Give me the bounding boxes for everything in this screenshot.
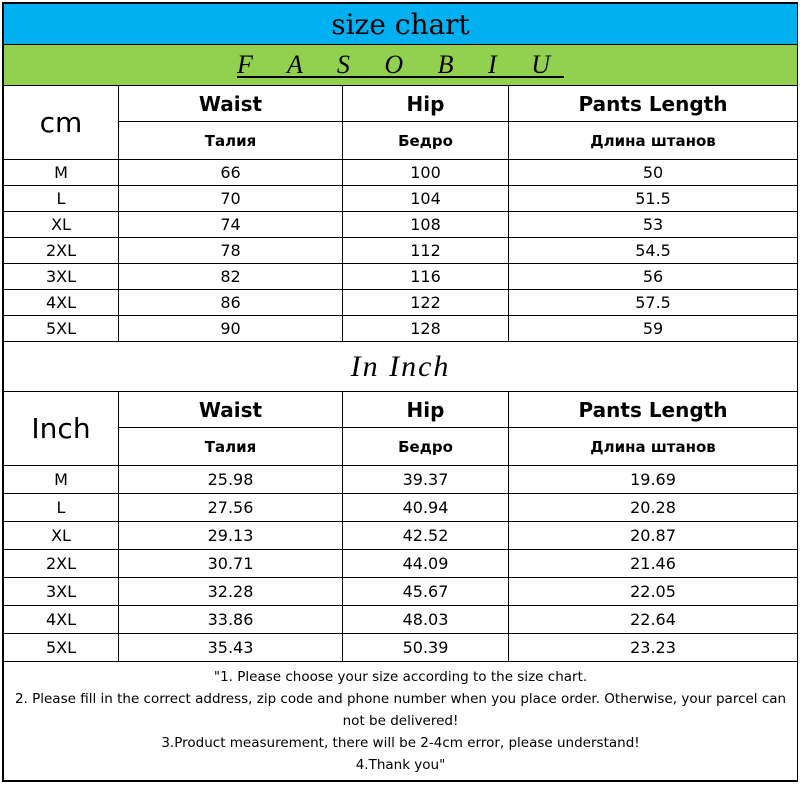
hip-cell: 100 [343,160,509,186]
size-chart-table [3,3,798,781]
waist-cell: 33.86 [119,606,343,634]
length-cell: 50 [509,160,798,186]
length-cell: 21.46 [509,550,798,578]
waist-cell: 30.71 [119,550,343,578]
size-cell: 5XL [4,634,119,662]
header-waist-ru: Талия [119,428,343,466]
size-cell: XL [4,212,119,238]
length-cell: 20.28 [509,494,798,522]
length-cell: 22.64 [509,606,798,634]
waist-cell: 86 [119,290,343,316]
waist-cell: 78 [119,238,343,264]
size-cell: 5XL [4,316,119,342]
hip-cell: 44.09 [343,550,509,578]
waist-cell: 82 [119,264,343,290]
hip-cell: 50.39 [343,634,509,662]
table-row [4,494,798,522]
hip-cell: 122 [343,290,509,316]
header-pants-length: Pants Length [509,86,798,122]
header-pants-length-ru: Длина штанов [509,428,798,466]
size-chart [2,2,798,782]
size-cell: 2XL [4,238,119,264]
table-row [4,160,798,186]
size-cell: M [4,160,119,186]
length-cell: 57.5 [509,290,798,316]
size-cell: 4XL [4,290,119,316]
size-cell: L [4,186,119,212]
table-row [4,466,798,494]
note-line: 4.Thank you" [355,757,446,773]
size-cell: XL [4,522,119,550]
header-pants-length-ru: Длина штанов [509,122,798,160]
hip-cell: 40.94 [343,494,509,522]
size-cell: 3XL [4,578,119,606]
waist-cell: 66 [119,160,343,186]
size-cell: 4XL [4,606,119,634]
chart-title: size chart [4,4,798,45]
inch-section-title: In Inch [4,342,798,392]
hip-cell: 39.37 [343,466,509,494]
waist-cell: 70 [119,186,343,212]
notes-block [4,662,798,781]
size-cell: 3XL [4,264,119,290]
hip-cell: 128 [343,316,509,342]
hip-cell: 42.52 [343,522,509,550]
waist-cell: 90 [119,316,343,342]
table-row [4,578,798,606]
length-cell: 22.05 [509,578,798,606]
table-row [4,264,798,290]
unit-label-inch: Inch [4,392,119,466]
unit-label-cm: cm [4,86,119,160]
table-row [4,186,798,212]
hip-cell: 104 [343,186,509,212]
hip-cell: 45.67 [343,578,509,606]
waist-cell: 32.28 [119,578,343,606]
size-cell: 2XL [4,550,119,578]
length-cell: 51.5 [509,186,798,212]
table-row [4,290,798,316]
header-pants-length: Pants Length [509,392,798,428]
note-line: 3.Product measurement, there will be 2-4cm error, please understand! [161,735,640,751]
table-row [4,550,798,578]
note-line: "1. Please choose your size according to the size chart. [213,669,588,685]
header-waist: Waist [119,86,343,122]
hip-cell: 112 [343,238,509,264]
table-row [4,522,798,550]
brand-name: F A S O B I U [237,50,564,79]
header-waist-ru: Талия [119,122,343,160]
size-cell: M [4,466,119,494]
header-hip: Hip [343,392,509,428]
length-cell: 23.23 [509,634,798,662]
header-hip-ru: Бедро [343,122,509,160]
waist-cell: 29.13 [119,522,343,550]
waist-cell: 25.98 [119,466,343,494]
hip-cell: 116 [343,264,509,290]
waist-cell: 74 [119,212,343,238]
length-cell: 20.87 [509,522,798,550]
header-hip: Hip [343,86,509,122]
size-cell: L [4,494,119,522]
table-row [4,634,798,662]
waist-cell: 27.56 [119,494,343,522]
note-line: 2. Please fill in the correct address, zip code and phone number when you place order. Otherwise, your parcel can not be delivered! [14,691,787,729]
table-row [4,238,798,264]
header-waist: Waist [119,392,343,428]
header-hip-ru: Бедро [343,428,509,466]
table-row [4,606,798,634]
length-cell: 56 [509,264,798,290]
length-cell: 53 [509,212,798,238]
waist-cell: 35.43 [119,634,343,662]
brand-banner [4,45,798,86]
length-cell: 19.69 [509,466,798,494]
hip-cell: 108 [343,212,509,238]
length-cell: 54.5 [509,238,798,264]
hip-cell: 48.03 [343,606,509,634]
table-row [4,212,798,238]
length-cell: 59 [509,316,798,342]
table-row [4,316,798,342]
